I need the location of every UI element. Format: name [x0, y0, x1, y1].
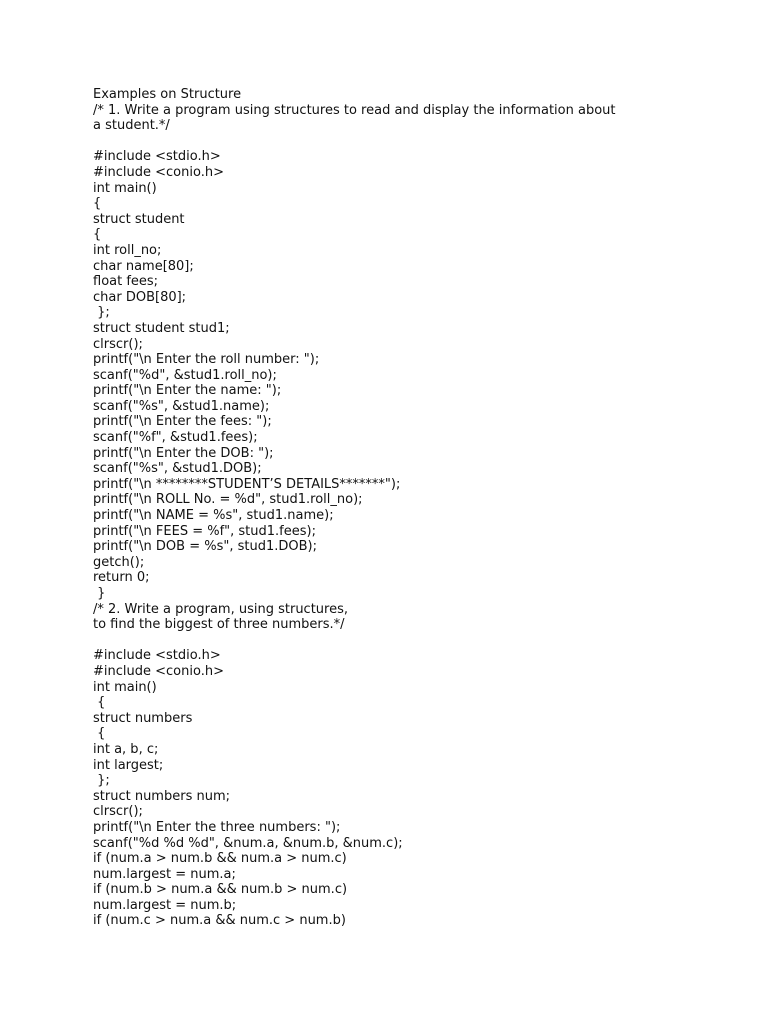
document-line: /* 1. Write a program using structures to read and display the information about	[93, 102, 616, 118]
document-line: struct student	[93, 211, 185, 227]
document-line: printf("\n NAME = %s", stud1.name);	[93, 508, 334, 524]
document-line: char DOB[80];	[93, 289, 187, 305]
document-line: num.largest = num.a;	[93, 866, 236, 882]
document-line: /* 2. Write a program, using structures,	[93, 601, 349, 617]
document-line	[93, 134, 733, 150]
document-line: {	[93, 196, 102, 212]
document-line: #include <conio.h>	[93, 164, 224, 180]
document-line: printf("\n Enter the three numbers: ");	[93, 819, 341, 835]
document-line: to find the biggest of three numbers.*/	[93, 617, 345, 633]
document-line: int roll_no;	[93, 242, 162, 258]
document-line: clrscr();	[93, 336, 143, 352]
document-line: char name[80];	[93, 258, 194, 274]
document-line: }	[93, 586, 106, 601]
document-line: printf("\n ROLL No. = %d", stud1.roll_no);	[93, 492, 363, 508]
document-line: scanf("%s", &stud1.DOB);	[93, 461, 262, 477]
document-line: scanf("%s", &stud1.name);	[93, 398, 270, 414]
document-line: int main()	[93, 679, 157, 695]
document-line: num.largest = num.b;	[93, 897, 237, 913]
document-line: };	[93, 773, 110, 789]
document-line	[93, 633, 733, 649]
document-text	[93, 87, 733, 929]
document-line: if (num.b > num.a && num.b > num.c)	[93, 882, 348, 898]
document-line: int a, b, c;	[93, 741, 159, 757]
document-line: {	[93, 726, 106, 742]
document-line: return 0;	[93, 570, 150, 586]
document-line: {	[93, 227, 102, 243]
document-line: printf("\n Enter the DOB: ");	[93, 445, 274, 461]
document-line: printf("\n Enter the fees: ");	[93, 414, 272, 430]
document-line: a student.*/	[93, 118, 170, 134]
document-line: {	[93, 695, 106, 711]
document-line: printf("\n Enter the roll number: ");	[93, 352, 320, 368]
document-line: printf("\n FEES = %f", stud1.fees);	[93, 523, 316, 539]
document-line: printf("\n Enter the name: ");	[93, 383, 282, 399]
document-line: int largest;	[93, 757, 164, 773]
document-line: Examples on Structure	[93, 87, 242, 102]
document-line: if (num.c > num.a && num.c > num.b)	[93, 913, 346, 929]
document-line: if (num.a > num.b && num.a > num.c)	[93, 851, 347, 867]
document-line: getch();	[93, 554, 145, 570]
document-line: clrscr();	[93, 804, 143, 820]
document-line: struct numbers	[93, 710, 193, 726]
document-line: scanf("%d", &stud1.roll_no);	[93, 367, 277, 383]
document-line: scanf("%f", &stud1.fees);	[93, 430, 258, 446]
document-line: #include <stdio.h>	[93, 648, 221, 664]
document-line: #include <conio.h>	[93, 663, 224, 679]
document-line: #include <stdio.h>	[93, 149, 221, 165]
document-line: printf("\n ********STUDENT’S DETAILS*******");	[93, 476, 401, 492]
document-line: struct student stud1;	[93, 320, 230, 336]
document-line: scanf("%d %d %d", &num.a, &num.b, &num.c);	[93, 835, 403, 851]
document-line: printf("\n DOB = %s", stud1.DOB);	[93, 539, 317, 555]
document-line: float fees;	[93, 274, 159, 290]
document-line: };	[93, 305, 110, 321]
document-line: int main()	[93, 180, 157, 196]
document-line: struct numbers num;	[93, 788, 230, 804]
